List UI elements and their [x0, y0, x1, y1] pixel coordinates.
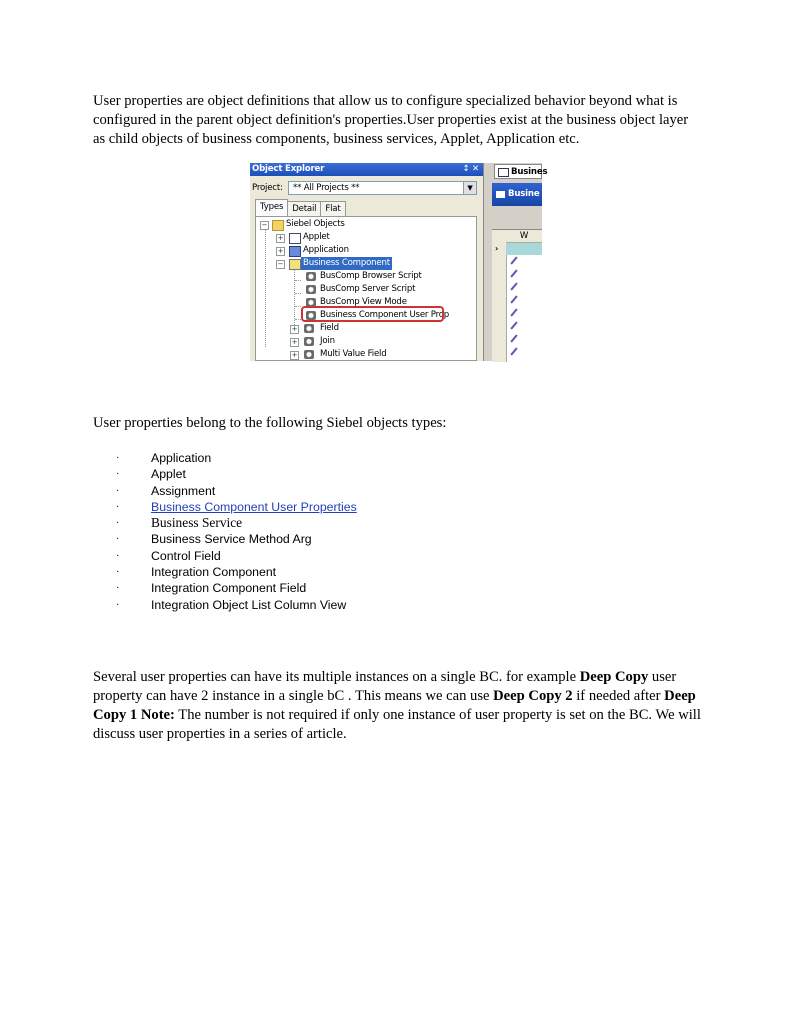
- tree-node-label: BusComp View Mode: [320, 297, 407, 307]
- project-select: [288, 181, 477, 195]
- tree-node-label: BusComp Server Script: [320, 284, 416, 294]
- gear-icon: [304, 350, 314, 359]
- list-item: [116, 499, 357, 515]
- tab-flat: Flat: [320, 201, 345, 216]
- highlight-box: [301, 306, 444, 322]
- list-item: · Control Field: [116, 548, 221, 563]
- object-tree: [255, 216, 477, 361]
- tree-line: [294, 263, 295, 333]
- tree-node-label: Business Component: [303, 258, 390, 268]
- list-item: · Integration Object List Column View: [116, 597, 347, 612]
- pencil-icon: [509, 256, 519, 266]
- collapse-icon: −: [277, 260, 284, 268]
- list-item: · Integration Component Field: [116, 581, 307, 596]
- application-icon: [289, 246, 301, 257]
- folder-icon: [272, 220, 284, 231]
- bullet: ·: [116, 500, 120, 512]
- gear-icon: [304, 337, 314, 346]
- bullet: ·: [116, 598, 120, 610]
- tree-node-label: Application: [303, 245, 349, 255]
- grid-column-header: W: [506, 230, 542, 243]
- business-component-icon: [289, 259, 301, 270]
- explorer-tabs: [255, 201, 345, 216]
- tree-node-label: Join: [320, 336, 335, 346]
- pencil-icon: [509, 282, 519, 292]
- bold-term: Deep Copy 1: [93, 688, 696, 723]
- tree-node-label: Business Component User Prop: [320, 310, 450, 320]
- expand-icon: +: [291, 325, 298, 333]
- tree-node-label: Applet: [303, 232, 330, 242]
- bold-term: Deep Copy 2: [493, 688, 573, 704]
- list-item: · Applet: [116, 467, 186, 482]
- object-explorer-panel: [250, 163, 484, 361]
- records-grid: [492, 229, 542, 362]
- tree-line: [295, 293, 301, 294]
- list-item: · Application: [116, 451, 212, 465]
- object-explorer-titlebar: [250, 163, 483, 176]
- note-label: Note:: [140, 707, 175, 723]
- bullet: ·: [116, 582, 120, 594]
- object-explorer-title: Object Explorer: [252, 164, 325, 174]
- list-item: · Assignment: [116, 483, 216, 498]
- bullet: ·: [116, 468, 120, 480]
- gear-icon: [306, 285, 316, 294]
- applet-icon: [289, 233, 301, 244]
- tree-line: [295, 319, 301, 320]
- business-component-tab: Busines: [494, 164, 542, 179]
- bold-term: Deep Copy: [579, 669, 649, 685]
- tree-node-label: BusComp Browser Script: [320, 271, 422, 281]
- business-component-pane: [484, 163, 548, 361]
- pencil-icon: [509, 295, 519, 305]
- business-component-header: Busine: [492, 183, 542, 206]
- current-row-arrow-icon: ›: [495, 244, 499, 253]
- pencil-icon: [509, 269, 519, 279]
- bullet: ·: [116, 533, 120, 545]
- list-item: · Integration Component: [116, 565, 277, 580]
- tab-types: Types: [255, 199, 288, 216]
- bullet: ·: [116, 452, 120, 463]
- collapse-icon: −: [261, 221, 268, 229]
- tree-line: [265, 227, 266, 347]
- expand-icon: +: [291, 351, 298, 359]
- tree-line: [295, 280, 301, 281]
- gear-icon: [304, 324, 314, 333]
- object-type-list: [116, 450, 357, 613]
- pencil-icon: [509, 308, 519, 318]
- list-item: · Business Service: [116, 515, 243, 531]
- bullet: ·: [116, 517, 120, 529]
- bullet: ·: [116, 484, 120, 496]
- dropdown-arrow-icon: ▼: [463, 182, 476, 194]
- pencil-icon: [509, 347, 519, 357]
- list-intro-paragraph: User properties belong to the following Siebel objects types:: [93, 415, 447, 431]
- pencil-icon: [509, 334, 519, 344]
- intro-paragraph: User properties are object definitions that allow us to configure specialized behavior beyond what is configured in the parent object definition's properties.User properties exist at the business object layer as child objects of business components, business services, Applet, Application etc.: [93, 93, 689, 147]
- expand-icon: +: [291, 338, 298, 346]
- gear-icon: [306, 272, 316, 281]
- deep-copy-paragraph: Several user properties can have its multiple instances on a single BC. for example Deep Copy user property can have 2 instance in a single bC . This means we can use Deep Copy 2 if needed after Deep Copy 1 Note: The number is not required if only one instance of user property is set on the BC. We will discuss user properties in a series of article.: [93, 669, 701, 742]
- pin-close-icons: ↕ ✕: [462, 164, 479, 174]
- tree-node-label: Siebel Objects: [286, 219, 345, 229]
- bc-user-properties-link[interactable]: Business Component User Properties: [151, 499, 357, 514]
- project-label: Project:: [252, 183, 283, 193]
- expand-icon: +: [277, 234, 284, 242]
- bullet: ·: [116, 566, 120, 578]
- list-item: · Business Service Method Arg: [116, 532, 312, 547]
- pencil-icon: [509, 321, 519, 331]
- tree-node-label: Field: [320, 323, 339, 333]
- project-select-value: ** All Projects **: [293, 183, 360, 193]
- bullet: ·: [116, 549, 120, 561]
- tab-detail: Detail: [287, 201, 321, 216]
- tree-line: [295, 306, 301, 307]
- object-explorer-screenshot: [250, 163, 548, 361]
- selected-row: [506, 243, 542, 255]
- tree-node-label: Multi Value Field: [320, 349, 387, 359]
- expand-icon: +: [277, 247, 284, 255]
